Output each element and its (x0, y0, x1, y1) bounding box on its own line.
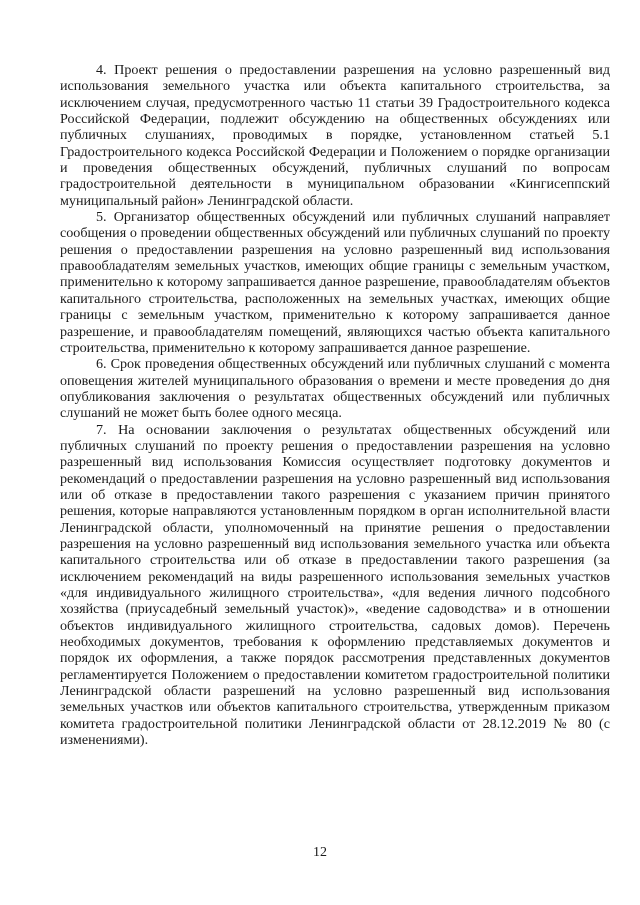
paragraph-7: 7. На основании заключения о результатах общественных обсуждений или публичных слушаний по проекту решения о предоставлении разрешения на условно разрешенный вид использования Комиссия осуществляет подготовку документов и рекомендаций о предоставлении разрешения на условно разрешенный вид использования или об отказе в предоставлении такого разрешения с указанием причин принятого решения, которые направляются установленным порядком в орган исполнительной власти Ленинградской области, уполномоченный на принятие решения о предоставлении разрешения на условно разрешенный вид использования земельного участка или объекта капитального строительства или об отказе в предоставлении такого разрешения (за исключением рекомендаций на виды разрешенного использования земельных участков «для индивидуального жилищного строительства», «для ведения личного подсобного хозяйства (приусадебный земельный участок)», «ведение садоводства» и в отношении объектов индивидуального жилищного строительства, садовых домов). Перечень необходимых документов, требования к оформлению представляемых документов и порядок их оформления, а также порядок рассмотрения представленных документов регламентируется Положением о предоставлении комитетом градостроительной политики Ленинградской области разрешений на условно разрешенный вид использования земельных участков или объектов капитального строительства, утвержденным приказом комитета градостроительной политики Ленинградской области от 28.12.2019 № 80 (с изменениями). (60, 421, 610, 749)
paragraph-4: 4. Проект решения о предоставлении разрешения на условно разрешенный вид использования земельного участка или объекта капитального строительства, за исключением случая, предусмотренного частью 11 статьи 39 Градостроительного кодекса Российской Федерации, подлежит обсуждению на общественных обсуждениях или публичных слушаниях, проводимых в порядке, установленном статьей 5.1 Градостроительного кодекса Российской Федерации и Положением о порядке организации и проведения общественных обсуждений, публичных слушаний по вопросам градостроительной деятельности в муниципальном образовании «Кингисеппский муниципальный район» Ленинградской области. (60, 62, 610, 209)
document-body (60, 62, 610, 748)
page-number: 12 (313, 845, 327, 860)
paragraph-5: 5. Организатор общественных обсуждений или публичных слушаний направляет сообщения о проведении общественных обсуждений или публичных слушаний по проекту решения о предоставлении разрешения на условно разрешенный вид использования правообладателям земельных участков, имеющих общие границы с земельным участком, применительно к которому запрашивается данное разрешение, правообладателям объектов капитального строительства, расположенных на земельных участках, имеющих общие границы с земельным участком, применительно к которому запрашивается данное разрешение, и правообладателям помещений, являющихся частью объекта капитального строительства, применительно к которому запрашивается данное разрешение. (60, 209, 610, 356)
paragraph-6: 6. Срок проведения общественных обсуждений или публичных слушаний с момента оповещения жителей муниципального образования о времени и месте проведения до дня опубликования заключения о результатах общественных обсуждений или публичных слушаний не может быть более одного месяца. (60, 356, 610, 422)
